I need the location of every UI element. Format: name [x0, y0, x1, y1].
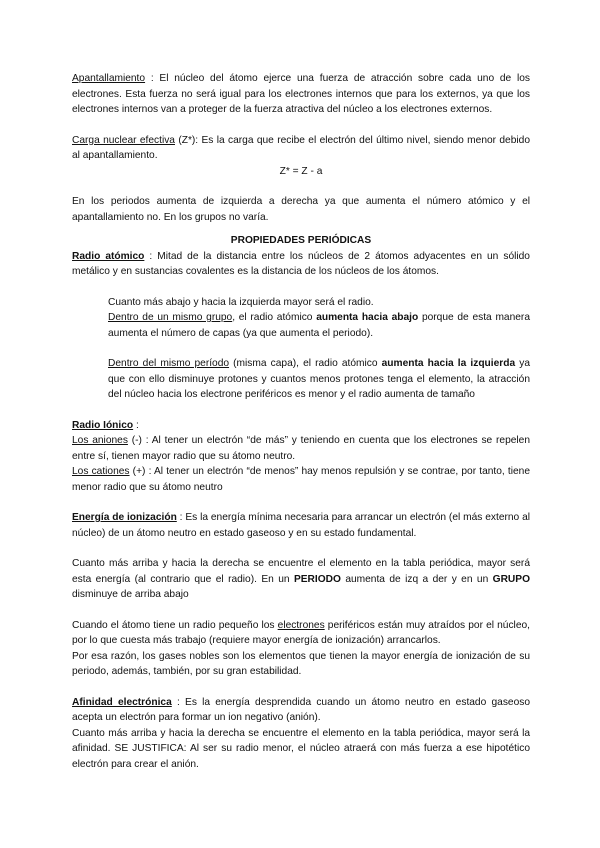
carga-term: Carga nuclear efectiva	[72, 134, 175, 146]
radio-periodo-text-b: ya que con ello disminuye protones y cuantos menos protones tenga el elemento, la atracción del núcleo hacia los electrone periféricos es menor y el radio aumenta de tamaño	[108, 358, 530, 400]
radio-grupo-text-a: , el radio atómico	[232, 312, 317, 323]
section-title: PROPIEDADES PERIÓDICAS	[230, 235, 372, 246]
radio-atomico-details	[108, 295, 530, 403]
radio-atomico-line1: Cuanto más abajo y hacia la izquierda mayor será el radio.	[108, 296, 374, 308]
carga-paragraph	[72, 133, 530, 164]
afinidad-p2: Cuanto más arriba y hacia la derecha se encuentre el elemento en la tabla periódica, mayor será la afinidad. SE JUSTIFICA: Al ser su radio menor, el núcleo atraerá con más fuerza a ese hipotético electrón para crear el anión.	[72, 727, 530, 770]
radio-grupo-paragraph	[108, 310, 530, 341]
energia-p2-grupo: GRUPO	[492, 573, 530, 585]
radio-ionico-term: Radio Iónico	[72, 419, 134, 431]
cationes-paragraph	[72, 464, 530, 495]
energia-p2-a: Cuanto más arriba y hacia la derecha se encuentre el elemento en la tabla periódica, mayor será esta energía (al contrario que el radio). En un	[72, 558, 530, 585]
energia-p3-a: Cuando el átomo tiene un radio pequeño los	[72, 619, 278, 631]
carga-text: (Z*): Es la carga que recibe el electrón del último nivel, siendo menor debido al apantallamiento.	[72, 134, 530, 161]
radio-periodo-term: Dentro del mismo período	[108, 358, 230, 369]
energia-p3-electrones: electrones	[277, 619, 325, 631]
radio-grupo-text-b: porque de esta manera aumenta el número de capas (ya que aumenta el periodo).	[108, 312, 530, 339]
energia-p3-b: periféricos están muy atraídos por el núcleo, por lo que cuesta más trabajo (requiere mayor energía de ionización) arrancarlos.	[72, 619, 530, 646]
apantallamiento-paragraph	[72, 71, 530, 118]
energia-p2-b: aumenta de izq a der y en un	[340, 573, 493, 585]
apantallamiento-text: : El núcleo del átomo ejerce una fuerza de atracción sobre cada uno de los electrones. Esta fuerza no será igual para los electrones internos que para los externos, ya que los electrones internos van a proteger de la fuerza atractiva del núcleo a los electrones externos.	[72, 73, 530, 115]
energia-p2-periodo: PERIODO	[293, 573, 341, 585]
radio-atomico-term: Radio atómico	[72, 250, 145, 262]
afinidad-paragraph	[72, 695, 530, 726]
radio-grupo-bold: aumenta hacia abajo	[316, 312, 419, 323]
carga-formula: Z* = Z - a	[279, 165, 323, 177]
radio-periodo-paragraph	[108, 356, 530, 403]
radio-grupo-term: Dentro de un mismo grupo	[108, 312, 233, 323]
radio-periodo-text-a: (misma capa), el radio atómico	[229, 358, 382, 369]
energia-p2-c: disminuye de arriba abajo	[72, 589, 189, 600]
energia-paragraph	[72, 510, 530, 541]
afinidad-term: Afinidad electrónica	[72, 696, 172, 708]
aniones-text: (-) : Al tener un electrón “de más” y teniendo en cuenta que los electrones se repelen entre sí, tienen mayor radio que su átomo neutro.	[72, 435, 530, 462]
aniones-term: Los aniones	[72, 435, 128, 446]
energia-p3	[72, 618, 530, 649]
afinidad-text: : Es la energía desprendida cuando un átomo neutro en estado gaseoso acepta un electrón para formar un ion negativo (anión).	[72, 696, 530, 723]
radio-atomico-paragraph	[72, 249, 530, 280]
radio-atomico-text: : Mitad de la distancia entre los núcleos de 2 átomos adyacentes en un sólido metálico y en sustancias covalentes es la distancia de los núcleos de los átomos.	[72, 250, 530, 277]
aniones-paragraph	[72, 433, 530, 464]
energia-p4: Por esa razón, los gases nobles son los elementos que tienen la mayor energía de ionización de su periodo, además, también, por su gran estabilidad.	[72, 650, 530, 677]
energia-p2	[72, 556, 530, 603]
cationes-text: (+) : Al tener un electrón “de menos” hay menos repulsión y se contrae, por tanto, tiene menor radio que su átomo neutro	[72, 466, 530, 493]
periodos-paragraph: En los periodos aumenta de izquierda a derecha ya que aumenta el número atómico y el apantallamiento no. En los grupos no varía.	[72, 196, 530, 223]
radio-ionico-suffix: :	[133, 419, 139, 431]
energia-text: : Es la energía mínima necesaria para arrancar un electrón (el más externo al núcleo) de un átomo neutro en estado gaseoso y en su estado fundamental.	[72, 512, 530, 539]
cationes-term: Los cationes	[72, 466, 130, 477]
radio-ionico-heading	[72, 418, 530, 434]
apantallamiento-term: Apantallamiento	[72, 73, 146, 84]
document-page	[72, 71, 530, 772]
radio-periodo-bold: aumenta hacia la izquierda	[381, 358, 516, 369]
energia-term: Energía de ionización	[72, 512, 177, 523]
